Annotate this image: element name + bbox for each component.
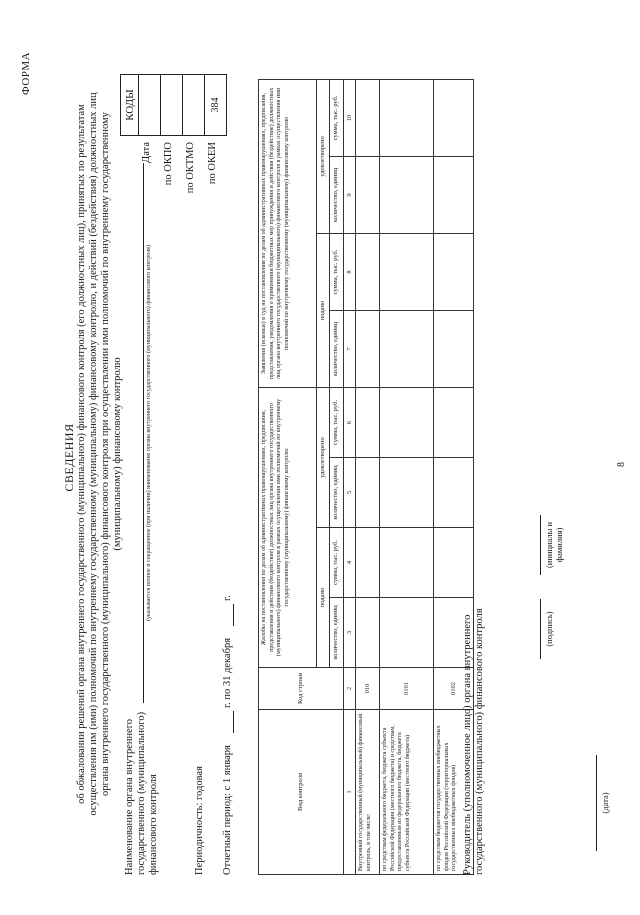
subheader-satisfied: удовлетворено [317, 387, 330, 527]
data-cell[interactable] [356, 387, 380, 457]
row-label: по средствам федерального бюджета, бюджета субъекта Российской Федерации (местного бюджета) и средствам, предоставленным из федерального бюджета, бюджета субъекта Российской Федерации (местного бюджета) [380, 710, 434, 875]
row-code: 010 [356, 668, 380, 710]
subheader-sum: сумма, тыс. руб. [329, 233, 343, 310]
col-number: 2 [343, 668, 356, 710]
oktmo-label: по ОКТМО [185, 142, 196, 194]
col-number: 8 [343, 233, 356, 310]
period-start-label: Отчетный период: с 1 января [222, 745, 233, 875]
data-cell[interactable] [434, 233, 474, 310]
document-title: СВЕДЕНИЯ [62, 423, 76, 492]
initials-line[interactable] [540, 515, 541, 575]
data-cell[interactable] [380, 387, 434, 457]
data-cell[interactable] [434, 310, 474, 387]
period-mid-label: г. по 31 декабря [222, 637, 233, 708]
subheader-qty: количество, единиц [329, 310, 343, 387]
periodicity-label: Периодичность: годовая [194, 766, 205, 875]
subheader-qty: количество, единиц [329, 156, 343, 233]
col-number: 5 [343, 458, 356, 528]
period-start-year-field[interactable] [233, 711, 234, 733]
codes-header: КОДЫ [121, 75, 139, 136]
form-label: ФОРМА [20, 51, 32, 95]
data-cell[interactable] [380, 310, 434, 387]
data-cell[interactable] [434, 458, 474, 528]
complaints-table [258, 79, 474, 875]
org-name-field[interactable] [143, 163, 144, 703]
date-caption: (дата) [600, 792, 610, 814]
subheader-filed: подано [317, 233, 330, 387]
col-number: 7 [343, 310, 356, 387]
data-cell[interactable] [356, 598, 380, 668]
row-code: 0101 [380, 668, 434, 710]
col-group-complaints: Жалобы на постановления по делам об административных правонарушениях, предписания, представления и действия (бездействие) должностных лиц органа внутреннего государственного (муниципального) финансового контроля в рамках осуществления ими полномочий по внутреннему государственному (муниципальному) финансовому контролю [259, 387, 317, 667]
signature-title: Руководитель (уполномоченное лицо) органа внутреннего государственного (муниципального) финансового контроля [462, 608, 485, 875]
col-header-row-code: Код строки [259, 668, 344, 710]
col-number: 3 [343, 598, 356, 668]
sign-caption: (подпись) [544, 611, 554, 647]
date-code-cell[interactable] [139, 75, 161, 136]
org-name-hint: (указывается полное и сокращенное (при наличии) наименование органа внутреннего государственного (муниципального) финансового контроля) [146, 245, 152, 621]
table-row [380, 79, 434, 874]
data-cell[interactable] [434, 79, 474, 156]
sign-line[interactable] [540, 599, 541, 659]
data-cell[interactable] [356, 528, 380, 598]
subheader-qty: количество, единиц [329, 598, 343, 668]
data-cell[interactable] [380, 156, 434, 233]
data-cell[interactable] [434, 156, 474, 233]
col-number: 4 [343, 528, 356, 598]
col-number: 1 [343, 710, 356, 875]
col-number: 9 [343, 156, 356, 233]
date-line[interactable] [596, 755, 597, 851]
data-cell[interactable] [434, 387, 474, 457]
row-code: 0102 [434, 668, 474, 710]
okpo-label: по ОКПО [163, 142, 174, 186]
okei-label: по ОКЕИ [207, 142, 218, 185]
row-label: Внутренний государственный (муниципальный) финансовый контроль, в том числе: [356, 710, 380, 875]
subheader-sum: сумма, тыс. руб. [329, 387, 343, 457]
subheader-filed: подано [317, 528, 330, 668]
data-cell[interactable] [380, 598, 434, 668]
col-group-suits: Заявления (исковые) в суд на постановления по делам об административных правонарушениях, предписания, представления, уведомления о применении бюджетных мер принуждения и действия (бездействие) должностных лиц органа внутреннего государственного (муниципального) финансового контроля в рамках осуществления ими полномочий по внутреннему государственному (муниципальному) финансовому контролю [259, 79, 317, 387]
data-cell[interactable] [356, 233, 380, 310]
row-label: по средствам бюджетов государственных внебюджетных фондов Российской Федерации (территориальных государственных внебюджетных фондов) [434, 710, 474, 875]
period-end-year-field[interactable] [233, 604, 234, 626]
data-cell[interactable] [356, 458, 380, 528]
data-cell[interactable] [356, 310, 380, 387]
col-number: 10 [343, 79, 356, 156]
data-cell[interactable] [380, 79, 434, 156]
col-number: 6 [343, 387, 356, 457]
subheader-qty: количество, единиц [329, 458, 343, 528]
col-header-control-type: Вид контроля [259, 710, 344, 875]
page-number: 8 [616, 462, 627, 467]
subheader-sum: сумма, тыс. руб. [329, 79, 343, 156]
data-cell[interactable] [380, 528, 434, 598]
oktmo-code-cell[interactable] [183, 75, 205, 136]
document-subtitle: об обжаловании решений органа внутреннего государственного (муниципального) финансового контроля (его должностных лиц), принятых по результатам осуществления им (ими) полномочий по внутреннему государственному (муниципальному) финансовому контролю, и действий (бездействия) должностных лиц органа внутреннего государственного (муниципального) финансового контроля при осуществлении ими полномочий по внутреннему государственному (муниципальному) финансовому контролю [76, 92, 123, 816]
okei-code-cell: 384 [205, 75, 227, 136]
data-cell[interactable] [356, 156, 380, 233]
data-cell[interactable] [356, 79, 380, 156]
period-end-label: г. [222, 595, 233, 601]
table-row [356, 79, 380, 874]
date-label: Дата [141, 142, 152, 163]
subheader-sum: сумма, тыс. руб. [329, 528, 343, 598]
subheader-satisfied: удовлетворено [317, 79, 330, 233]
codes-table [120, 74, 227, 136]
data-cell[interactable] [380, 233, 434, 310]
data-cell[interactable] [380, 458, 434, 528]
initials-caption: (инициалы и фамилия) [544, 521, 564, 569]
org-name-label: Наименование органа внутреннего государственного (муниципального) финансового контроля [124, 711, 159, 875]
okpo-code-cell[interactable] [161, 75, 183, 136]
